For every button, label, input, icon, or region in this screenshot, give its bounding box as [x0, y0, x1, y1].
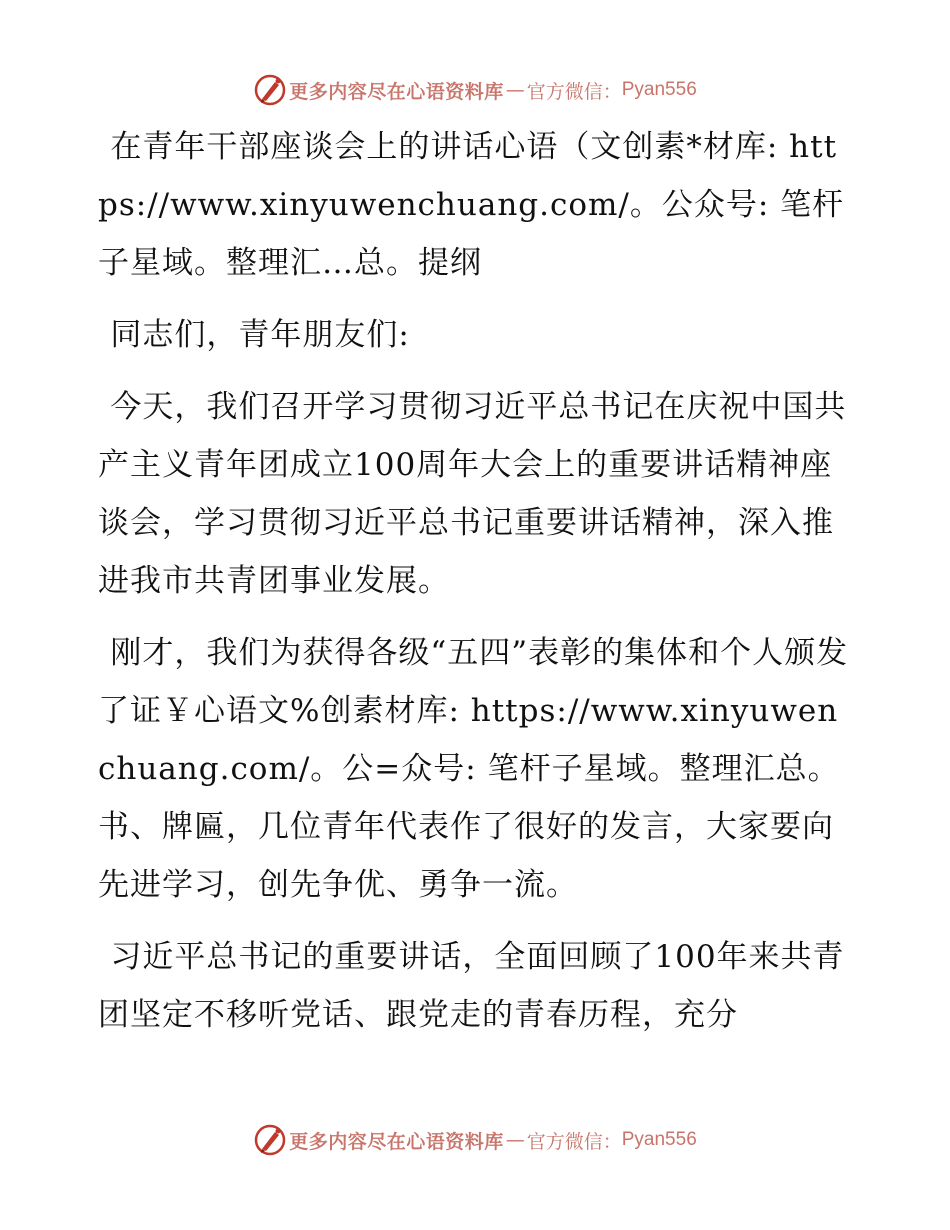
footer-watermark-separator: — [505, 1129, 525, 1151]
document-title: 在青年干部座谈会上的讲话心语（文创素*材库: https://www.xinyuwenchuang.com/。公众号: 笔杆子星域。整理汇…总。提纲 [98, 129, 845, 281]
footer-watermark-text: 更多内容尽在心语资料库 [289, 1130, 504, 1153]
footer-watermark [0, 1122, 950, 1158]
header-watermark-separator: — [505, 79, 525, 101]
pen-logo-icon [253, 73, 287, 107]
footer-wechat-id: Pyan556 [621, 1129, 697, 1150]
salutation: 同志们，青年朋友们: [110, 317, 410, 353]
header-wechat-label: 官方微信： [526, 80, 622, 103]
footer-wechat-label: 官方微信： [526, 1130, 622, 1153]
document-body [98, 118, 853, 1058]
paragraph: 刚才，我们为获得各级“五四”表彰的集体和个人颁发了证￥心语文%创素材库: https://www.xinyuwenchuang.com/。公=众号: 笔杆子星域。整理汇总。书、牌匾，几位青年代表作了很好的发言，大家要向先进学习，创先争优、勇争一流。 [98, 635, 849, 903]
header-watermark [0, 72, 950, 108]
paragraph: 习近平总书记的重要讲话，全面回顾了100年来共青团坚定不移听党话、跟党走的青春历程，充分 [98, 939, 845, 1033]
paragraph: 今天，我们召开学习贯彻习近平总书记在庆祝中国共产主义青年团成立100周年大会上的重要讲话精神座谈会，学习贯彻习近平总书记重要讲话精神，深入推进我市共青团事业发展。 [98, 389, 847, 599]
header-wechat-id: Pyan556 [621, 79, 697, 100]
pen-logo-icon [253, 1123, 287, 1157]
header-watermark-text: 更多内容尽在心语资料库 [289, 80, 504, 103]
